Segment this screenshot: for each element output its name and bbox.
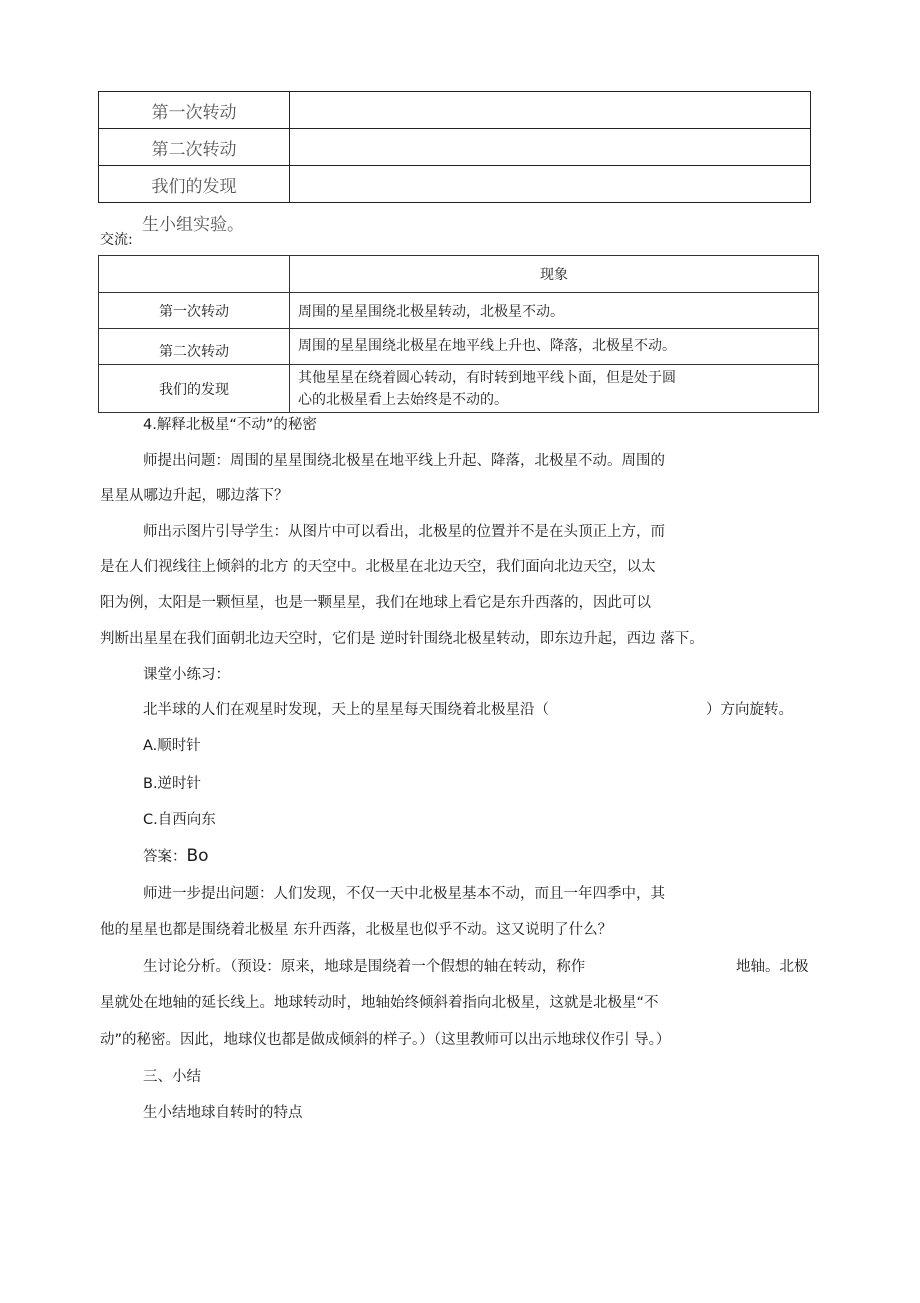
paragraph-line: 星就处在地轴的延长线上。地球转动时，地轴始终倾斜着指向北极星，这就是北极星“不 <box>100 995 659 1011</box>
row-label: 第一次转动 <box>99 293 290 329</box>
row-value-line: 心的北极星看上去始终是不动的。 <box>298 391 508 408</box>
paragraph-line: 师进一步提出问题：人们发现，不仅一天中北极星基本不动，而且一年四季中，其 <box>143 886 665 902</box>
section-4-title: 4.解释北极星“不动”的秘密 <box>143 417 317 433</box>
exchange-label: 交流: <box>100 232 133 248</box>
observation-table-empty <box>98 91 811 203</box>
row-label: 第二次转动 <box>99 329 290 365</box>
row-label: 我们的发现 <box>99 166 290 203</box>
paragraph-line: 是在人们视线往上倾斜的北方 的天空中。北极星在北边天空，我们面向北边天空，以太 <box>100 559 656 575</box>
option-a: A.顺时针 <box>143 738 201 754</box>
paragraph-line: 师出示图片引导学生：从图片中可以看出，北极星的位置并不是在头顶正上方，而 <box>143 524 665 540</box>
paragraph-line: 阳为例，太阳是一颗恒星，也是一颗星星，我们在地球上看它是东升西落的，因此可以 <box>100 595 651 611</box>
row-value <box>290 92 811 129</box>
exercise-title: 课堂小练习： <box>143 667 230 683</box>
header-phenomenon: 现象 <box>290 256 819 293</box>
row-value-line: 其他星星在绕着圆心转动，有时转到地平线卜面，但是处于圆 <box>298 369 676 386</box>
table-row <box>99 365 819 413</box>
answer-value: Bo <box>186 846 209 866</box>
row-value <box>290 166 811 203</box>
table-row <box>99 166 811 203</box>
summary-text: 生小结地球自转时的特点 <box>143 1105 303 1121</box>
question-text-left: 北半球的人们在观星时发现，天上的星星每天围绕着北极星沿（ <box>143 702 549 718</box>
group-experiment-text: 生小组实验。 <box>142 215 244 235</box>
answer-label: 答案： <box>143 849 187 865</box>
table-row <box>99 129 811 166</box>
observation-table-filled <box>98 255 819 413</box>
header-blank-cell <box>99 256 290 293</box>
section-3-title: 三、小结 <box>143 1069 201 1085</box>
question-text-right: ）方向旋转。 <box>706 702 793 718</box>
paragraph-line: 星星从哪边升起，哪边落下？ <box>100 488 289 504</box>
row-value: 周围的星星围绕北极星在地平线上升也、降落，北极星不动。 <box>290 329 819 365</box>
table-header-row <box>99 256 819 293</box>
paragraph-line: 判断出星星在我们面朝北边天空时，它们是 逆时针围绕北极星转动，即东边升起，西边 落下。 <box>100 631 704 647</box>
answer-line <box>143 846 209 867</box>
option-c: C.自西向东 <box>143 812 216 828</box>
row-value <box>290 365 819 413</box>
row-label: 第二次转动 <box>99 129 290 166</box>
table-row <box>99 293 819 329</box>
paragraph-line: 生讨论分析。（预设：原来，地球是围绕着一个假想的轴在转动，称作 <box>143 959 586 975</box>
paragraph-line: 地轴。北极 <box>736 959 809 975</box>
table-row <box>99 329 819 365</box>
row-value: 周围的星星围绕北极星转动，北极星不动。 <box>290 293 819 329</box>
paragraph-line: 动”的秘密。因此，地球仪也都是做成倾斜的样子。）（这里教师可以出示地球仪作引 导。） <box>100 1032 671 1048</box>
option-b: B.逆时针 <box>143 776 202 792</box>
row-label: 第一次转动 <box>99 92 290 129</box>
paragraph-line: 师提出问题：周围的星星围绕北极星在地平线上升起、降落，北极星不动。周围的 <box>143 453 665 469</box>
row-value <box>290 129 811 166</box>
table-row <box>99 92 811 129</box>
paragraph-line: 他的星星也都是围绕着北极星 东升西落，北极星也似乎不动。这又说明了什么？ <box>100 922 613 938</box>
row-label: 我们的发现 <box>99 365 290 413</box>
